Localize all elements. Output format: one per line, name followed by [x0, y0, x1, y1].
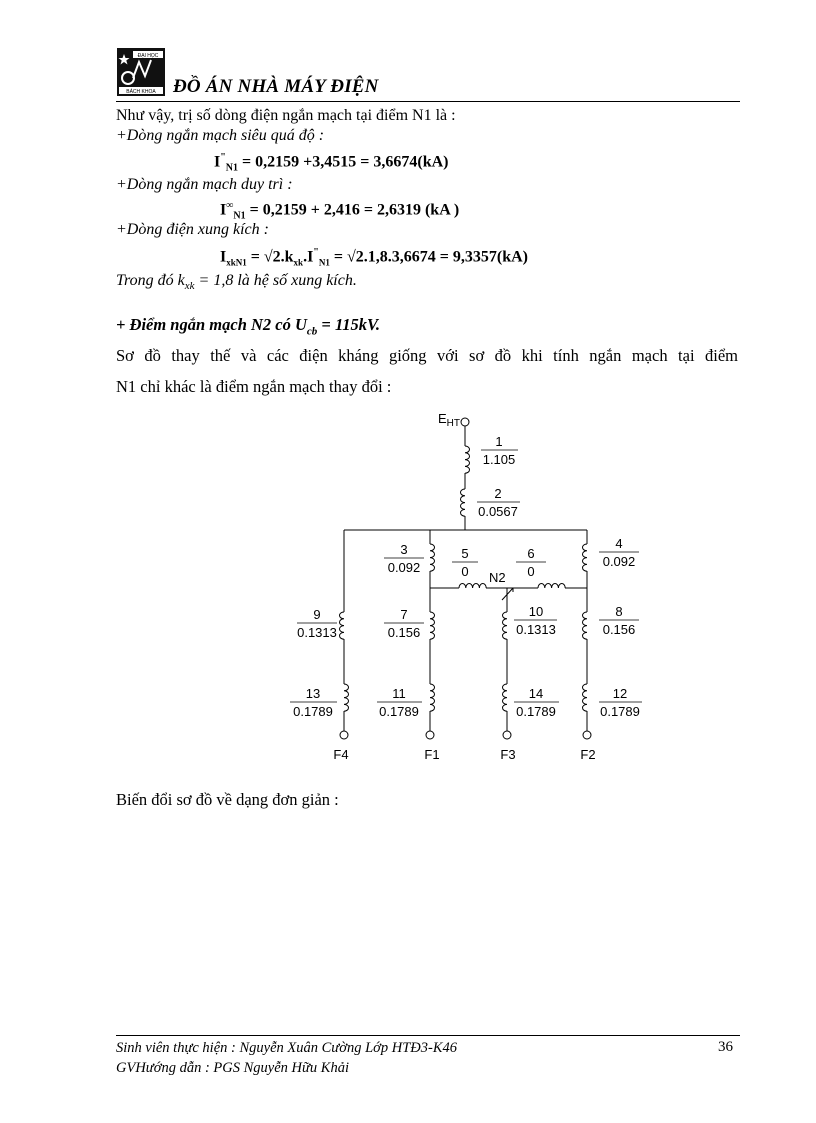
document-title: ĐỒ ÁN NHÀ MÁY ĐIỆN: [173, 76, 379, 97]
element-12-number: 12: [612, 686, 628, 701]
logo-bottom-text: BÁCH KHOA: [126, 89, 156, 95]
footer-student: Sinh viên thực hiện : Nguyễn Xuân Cường Lớp HTĐ3-K46: [116, 1040, 457, 1056]
element-8-number: 8: [615, 604, 623, 619]
generator-f4-label: F4: [333, 747, 349, 762]
element-4-number: 4: [615, 536, 623, 551]
element-6-number: 6: [527, 546, 535, 561]
element-13-number: 13: [305, 686, 321, 701]
section-heading-n2: + Điểm ngắn mạch N2 có $U_{cb} = 115kV$.: [116, 315, 381, 338]
element-1-value: 1.105: [482, 452, 516, 467]
footer-advisor: GVHướng dẫn : PGS Nguyễn Hữu Khải: [116, 1060, 349, 1076]
element-3-value: 0.092: [387, 560, 421, 575]
element-5-value: 0: [461, 564, 469, 579]
element-9-value: 0.1313: [297, 625, 337, 640]
impulse-note: Trong đó $k_{xk} = 1,8$ là hệ số xung kích.: [116, 272, 357, 293]
equation-transient: $I^"_{N1} = 0,2159 +3,4515 = 3,6674(kA)$: [214, 152, 449, 174]
element-2-number: 2: [494, 486, 502, 501]
transform-text: Biến đổi sơ đồ về dạng đơn giản :: [116, 790, 339, 809]
equation-impulse: $I_{xkN1} = √2.k_{xk}.I^"_{N1} = √2.1,8.3,6674 = 9,3357(kA)$: [220, 247, 528, 268]
intro-text: Như vậy, trị số dòng điện ngắn mạch tại điểm N1 là :: [116, 107, 456, 124]
item-impulse-label: +Dòng điện xung kích :: [116, 221, 269, 238]
element-9-number: 9: [313, 607, 321, 622]
element-11-number: 11: [392, 686, 406, 701]
generator-f1-label: F1: [424, 747, 440, 762]
element-14-value: 0.1789: [516, 704, 556, 719]
footer-rule: [116, 1035, 740, 1036]
element-2-value: 0.0567: [478, 504, 518, 519]
element-6-value: 0: [527, 564, 535, 579]
element-8-value: 0.156: [602, 622, 636, 637]
equation-steady: $I^\infty_{N1} = 0,2159 + 2,416 = 2,6319$ (kA ): [220, 200, 460, 222]
fault-point-label: N2: [489, 570, 506, 585]
element-10-number: 10: [528, 604, 544, 619]
element-11-value: 0.1789: [379, 704, 419, 719]
element-10-value: 0.1313: [516, 622, 556, 637]
logo-top-text: ĐẠI HỌC: [137, 53, 159, 59]
paragraph-line-1: Sơ đồ thay thế và các điện kháng giống với sơ đồ khi tính ngắn mạch tại điểm: [116, 346, 738, 365]
page-number: 36: [718, 1039, 733, 1055]
item-steady-label: +Dòng ngắn mạch duy trì :: [116, 176, 293, 193]
generator-f2-label: F2: [580, 747, 596, 762]
element-5-number: 5: [461, 546, 469, 561]
element-1-number: 1: [495, 434, 503, 449]
element-14-number: 14: [528, 686, 544, 701]
element-13-value: 0.1789: [293, 704, 333, 719]
item-transient-label: +Dòng ngắn mạch siêu quá độ :: [116, 127, 325, 144]
element-7-number: 7: [400, 607, 408, 622]
element-4-value: 0.092: [602, 554, 636, 569]
element-7-value: 0.156: [387, 625, 421, 640]
paragraph-line-2: N1 chỉ khác là điểm ngắn mạch thay đổi :: [116, 377, 392, 396]
element-3-number: 3: [400, 542, 408, 557]
generator-f3-label: F3: [500, 747, 516, 762]
source-label: $E_{HT}$: [438, 411, 461, 429]
element-12-value: 0.1789: [600, 704, 640, 719]
